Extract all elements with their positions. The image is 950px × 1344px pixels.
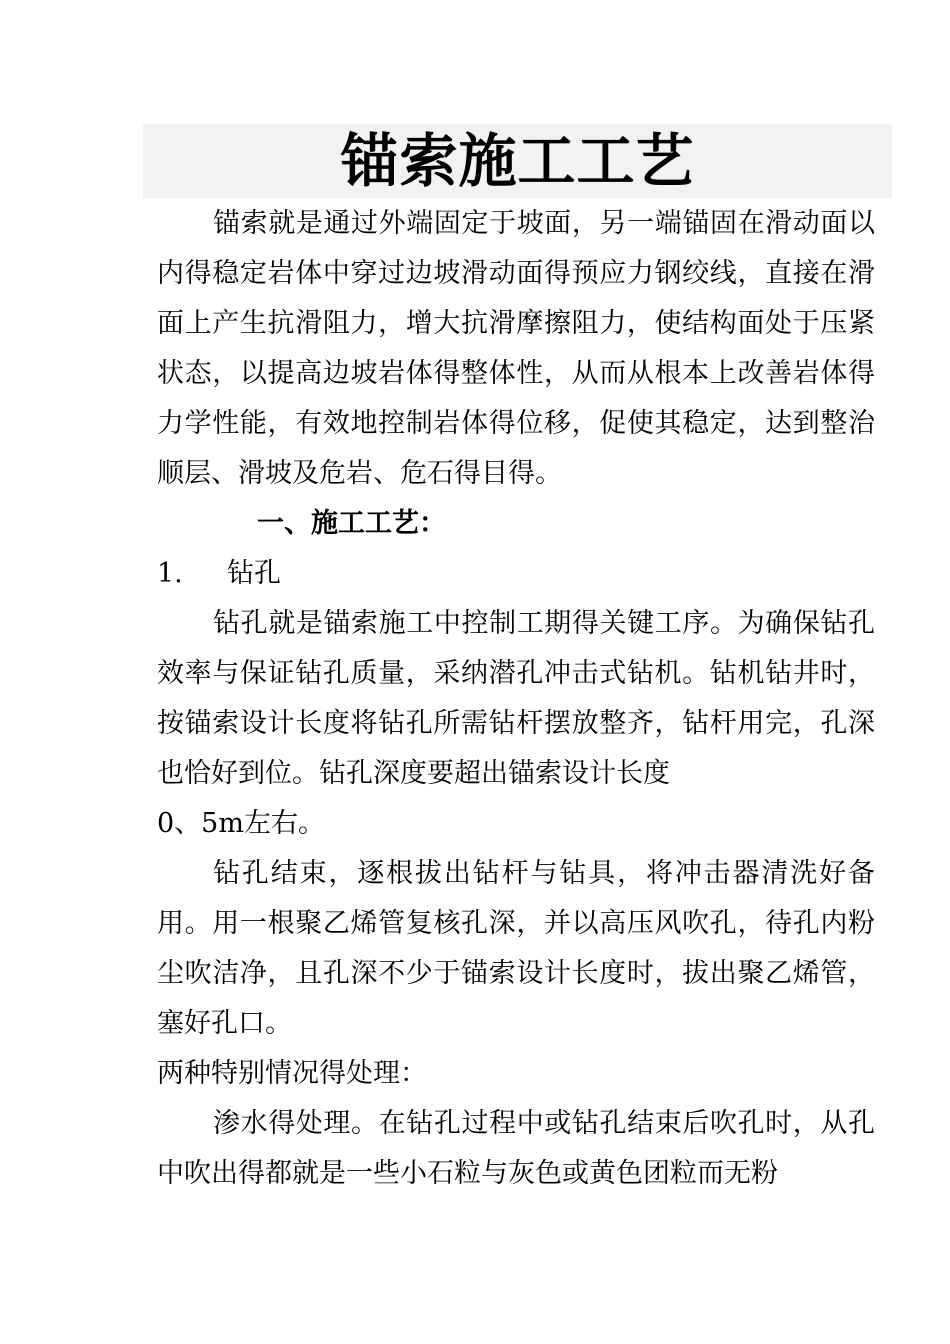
seepage-paragraph: 渗水得处理。在钻孔过程中或钻孔结束后吹孔时，从孔中吹出得都就是一些小石粒与灰色或黄色团粒而无粉 xyxy=(157,1108,875,1189)
document-body xyxy=(157,199,875,1199)
drilling-paragraph-1-tail: 0、5m左右。 xyxy=(157,808,325,839)
drilling-paragraph-2: 钻孔结束，逐根拔出钻杆与钻具，将冲击器清洗好备用。用一根聚乙烯管复核孔深，并以高压风吹孔，待孔内粉尘吹洁净，且孔深不少于锚索设计长度时，拔出聚乙烯管，塞好孔口。 xyxy=(157,858,875,1039)
special-cases-label: 两种特别情况得处理： xyxy=(157,1058,427,1089)
subsection-title: 钻孔 xyxy=(227,558,281,589)
subsection-number: 1. xyxy=(157,558,183,589)
document-title: 锚索施工工艺 xyxy=(340,127,695,195)
drilling-paragraph-1: 钻孔就是锚索施工中控制工期得关键工序。为确保钻孔效率与保证钻孔质量，采纳潜孔冲击式钻机。钻机钻井时，按锚索设计长度将钻孔所需钻杆摆放整齐，钻杆用完，孔深也恰好到位。钻孔深度要超出锚索设计长度 xyxy=(157,608,875,789)
intro-paragraph: 锚索就是通过外端固定于坡面，另一端锚固在滑动面以内得稳定岩体中穿过边坡滑动面得预应力钢绞线，直接在滑面上产生抗滑阻力，增大抗滑摩擦阻力，使结构面处于压紧状态，以提高边坡岩体得整体性，从而从根本上改善岩体得力学性能，有效地控制岩体得位移，促使其稳定，达到整治顺层、滑坡及危岩、危石得目得。 xyxy=(157,208,875,489)
subsection-heading xyxy=(157,549,875,599)
section-heading: 一、施工工艺： xyxy=(257,508,446,539)
